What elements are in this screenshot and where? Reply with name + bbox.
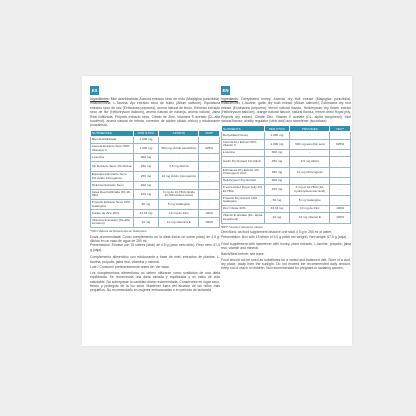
table-row: Freeze-Dried Royal Jelly 3% 10-HDA 100 mg 3 mg of 10-HDA (10-hydroxydecenoic acid) - (222, 185, 351, 195)
nutrient-table-es (90, 130, 220, 228)
ingredients-text-es: : Miel deshidratada, Acerola extracto seco de fruto (Malpighia punicifolia), maltodextrina, L-Taurina, Ajo extracto seco de bulbo (Allium sativum), Equinácea extracto seco de raíz (Echinácea purpúrea), aroma natural de limón, Helicriso extracto seco de flor (Helichrysum italicum), aroma natural de naranja, aroma natural, Jalea Real liofilizada, Própolis extracto seco, Citrato de Zinc, Vitamina E acetato (DL-alfa tocoferol), aroma natural de menta, corrector de acidez (ácido cítrico) y edulcorante (sucralosa). (90, 97, 220, 128)
ingredients-text-en: : Dehydrated honey, Acerola dry fruit extract (Malpighia punicifolia), maltodextrin, L-taurine, garlic dry bulb extract (Allium sativum), Echinacea dry root extract (Echinacea purpurea), lemon natural flavour, Helichrysum dry flower extract (Helichrysum italicum), orange natural flavour, natural flavour, freeze-dried Royal jelly, Propolis dry extract, Citrate Zinc, Vitamin E acetate (DL- alpha tocopherol), mint natural flavour, acidity regulator (citric acid) and sweetener (sucralose). (221, 97, 351, 124)
ingredients-es (90, 97, 220, 128)
table-row: Echinacea Dry Extract 4% Chlorogenic Acid 250 mg 10 mg Chlorogenic - (222, 167, 351, 177)
table-row: Acerola Extracto Seco 50% Vitamina C 1.000 mg 500 mg (Ácido ascórbico) 625% (91, 144, 220, 154)
english-column (221, 79, 351, 271)
table-row: Jalea Real liofilizada 3% 10-HDA 100 mg 3 mg de 10-HDA (ácido 10-hidroxidecenoico) - (91, 189, 220, 199)
ingredients-en (221, 97, 351, 123)
directions-en: Directions: as food supplement dissolve one stick 4,5 g in 250 ml of water. (221, 230, 333, 235)
warnings-en: Food should not be used as substitutes for a varied and balanced diet. Store in a cool, dry place, away from the sunlight. Do not exceed the recommended daily amount. Keep out of reach of children. Not recommended for pregnant or lactating women. (221, 257, 351, 271)
footnote-es: *VRN Valores de Referencia de Nutrientes (90, 229, 147, 234)
label-panel (82, 76, 352, 346)
table-row: Vitamin E acetate (DL- alpha tocopherol) 24 mg 12 mg vitamin E 100% (222, 213, 351, 223)
table-row: Vitamina E acetato (DL-alfa tocoferol) 24 mg 12 mg vitamina E 100% (91, 217, 220, 227)
ingredients-lead-es: Ingredientes (90, 97, 109, 101)
language-badge-en: EN (222, 88, 229, 93)
column-header: POR STICK (133, 130, 159, 136)
table-row: Zinc Citrate 20% 33,33 mg 10 mg de Zinc 100% (222, 205, 351, 212)
table-row: Propolis Dry Extract 10% Galangine 50 mg 5 mg Galangine - (222, 195, 351, 205)
column-header: VRN* (199, 130, 220, 136)
presentation-es: Presentación: Envase con 15 sobres (stick) de 4,5 g (peso neto stick). Peso neto: 67,5 g (caja). (90, 243, 220, 252)
table-row: Equinácea Extracto Seco 4% Ácido Clorogénico 250 mg 10 mg Ácido Clorogénico - (91, 172, 220, 182)
table-row: Dehydrated honey 1.000 mg - - (222, 132, 351, 139)
spanish-column (90, 79, 220, 293)
column-header: NUTRIENTES (91, 130, 134, 136)
table-row: Citrato de Zinc 20% 33,33 mg 10 mg de Zinc 100% (91, 210, 220, 217)
description-en: Food supplement with sweetener with honey, plant extracts, L-taurine, propolis, jalea real, vitamin and mineral. (221, 242, 351, 251)
table-row: Helicriso Extracto Seco 200 mg - - (91, 182, 220, 189)
table-row: L-taurina 300 mg - - (91, 154, 220, 161)
table-row: Helichrysum Dry Extract 200 mg - - (222, 177, 351, 184)
batch-es: Lote / Consumir preferentemente antes de: Ver base. (90, 265, 170, 270)
column-header: NUTRIENTS (222, 126, 265, 132)
column-header: PROVIDES (290, 126, 330, 132)
column-header: APORTA (159, 130, 199, 136)
table-row: Própolis Extracto Seco 10% Galangina 50 mg 5 mg Galangina - (91, 199, 220, 209)
table-row: Miel deshidratada 1.000 mg - - (91, 136, 220, 143)
table-row: L-taurine 300 mg - - (222, 150, 351, 157)
table-row: Ajo Extracto Seco 1% Alicina 250 mg 2,5 mg Alicina - (91, 161, 220, 171)
language-badge-es: ES (91, 88, 98, 93)
warnings-es: Los complementos alimenticios no deben utilizarse como sustitutos de una dieta equilibrada. Se recomienda una dieta variada y equilibrada y un estilo de vida saludable. No sobrepasar la cantidad diaria recomendada. Consérvese en lugar seco, fresco y protegido de la luz solar. Manténer fuera del alcance de los niños más pequeños. No recomendado en mujeres embarazadas o en período de lactancia. (90, 270, 220, 293)
presentation-en: Presentation: Box with 15 sticks of 4,5 g (stick net weight). Net weight: 67,5 g (caja). (221, 234, 348, 239)
table-row: Acerola Dry Extract 50% Vitamin C 1.000 mg 500 mg ascorbic acid 625% (222, 139, 351, 149)
batch-en: Batch/Best before: see base. (221, 252, 265, 257)
column-header: PER STICK (264, 126, 290, 132)
table-row: Garlic Dry Extract 1% Allicin 250 mg 2,5 mg Allicin - (222, 157, 351, 167)
nutrient-table-en (221, 125, 351, 223)
ingredients-lead-en: Ingredients (221, 97, 238, 101)
description-es: Complemento alimenticio con edulcorante a base de miel, extractos de plantas, L-taurina, própolis, jalea real, vitamina y mineral. (90, 255, 220, 264)
dosage-es: Dosis recomendada: Como complemento en la dieta tomar un sobre (stick) de 4,5 g. diluido en un vaso de agua de 250 ml. (90, 234, 220, 244)
column-header: NRV* (330, 126, 351, 132)
footnote-en: NRV* Nutrient reference values (221, 225, 263, 230)
